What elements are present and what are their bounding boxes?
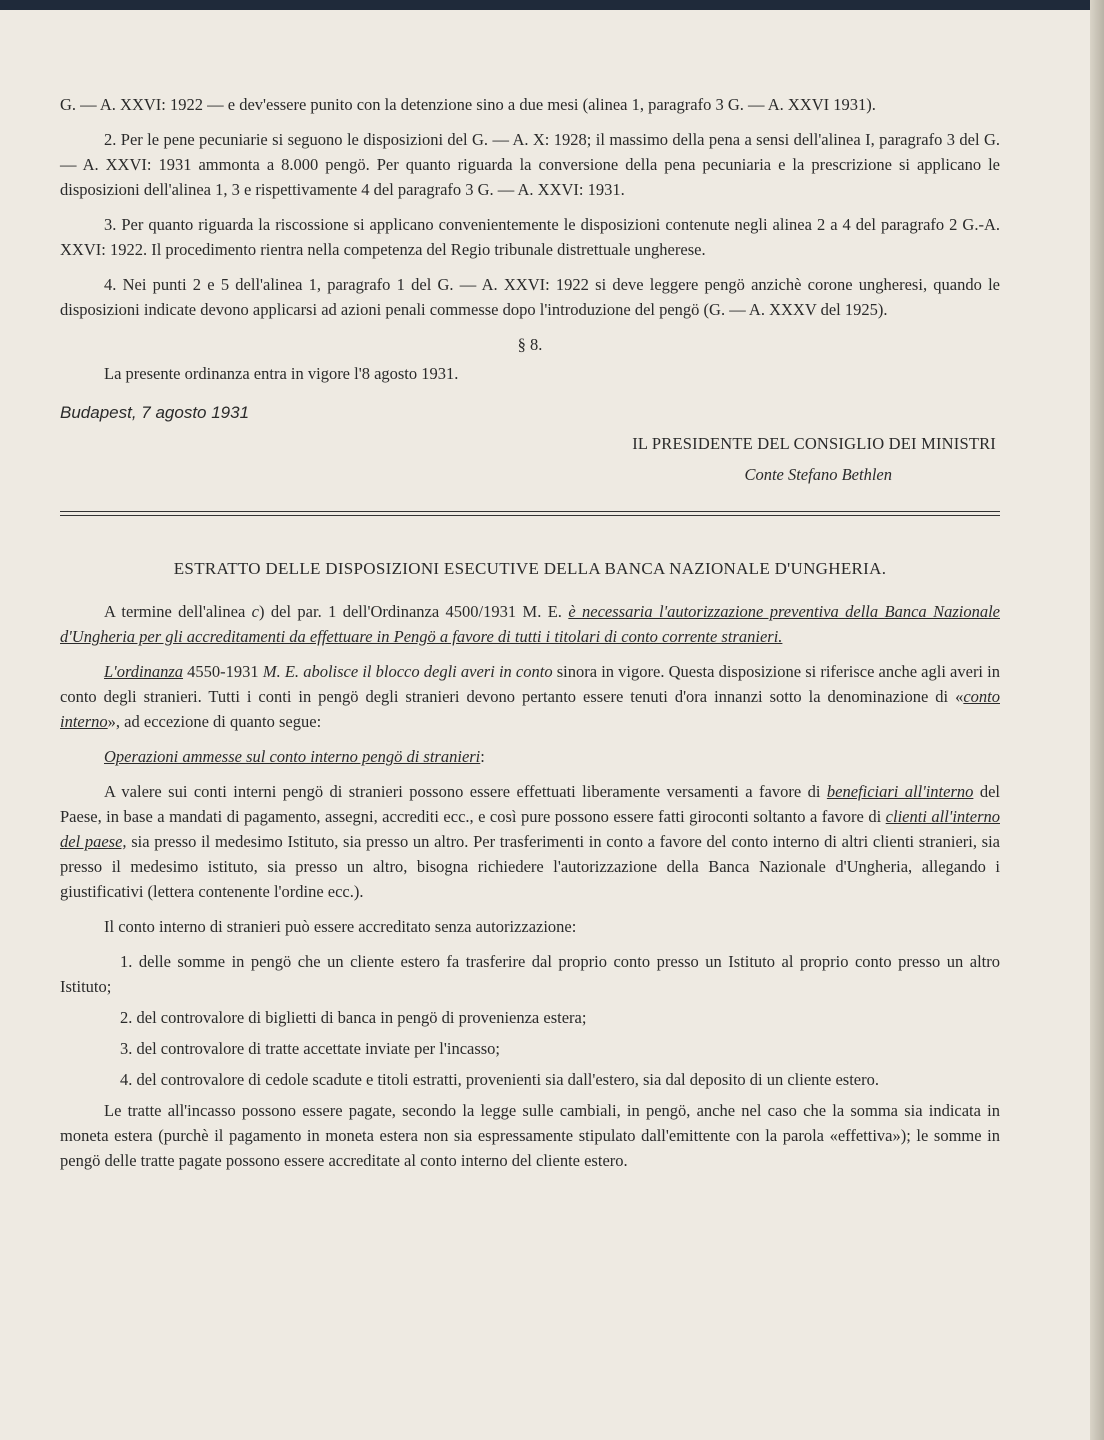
text-run: 4550-1931	[183, 662, 263, 681]
underlined-text: è necessaria l'autorizzazione preventiva della Banca Nazionale d'Ungheria per gli accreditamenti da effettuare in Pengö a favore di tutti i titolari di conto corrente stranieri.	[60, 602, 1000, 646]
underlined-text: beneficiari all'interno	[826, 782, 974, 801]
text-run: sia presso il medesimo Istituto, sia presso un altro. Per trasferimenti in conto a favore del conto interno di altri clienti stranieri, sia presso il medesimo istituto, sia presso un altro, bisogna richiedere l'autorizzazione della Banca Nazionale d'Ungheria, allegando i giustificativi (lettera contenente l'ordine ecc.).	[60, 832, 1000, 901]
scan-top-border	[0, 0, 1104, 10]
document-page	[60, 92, 1000, 1183]
text-run: del Paese, in base a mandati di pagamento, assegni, accrediti ecc., e così pure possono essere fatti giroconti soltanto a favore di	[60, 782, 1000, 826]
underlined-text: L'ordinanza	[104, 662, 184, 681]
paragraph-continuation: G. — A. XXVI: 1922 — e dev'essere punito con la detenzione sino a due mesi (alinea 1, paragrafo 3 G. — A. XXVI 1931).	[60, 95, 876, 114]
estratto-paragraph-3	[60, 779, 1000, 904]
operations-heading: Operazioni ammesse sul conto interno pengö di stranieri:	[104, 747, 485, 766]
signer-name: Conte Stefano Bethlen	[744, 465, 892, 484]
estratto-paragraph-1	[60, 599, 1000, 649]
signer-title: IL PRESIDENTE DEL CONSIGLIO DEI MINISTRI	[632, 434, 996, 453]
list-item: 3. del controvalore di tratte accettate inviate per l'incasso;	[120, 1039, 501, 1058]
underlined-text: clienti all'interno del paese,	[60, 807, 1000, 851]
list-item: 4. del controvalore di cedole scadute e titoli estratti, provenienti sia dall'estero, sia dal deposito di un cliente estero.	[120, 1070, 879, 1089]
divider-thin	[60, 515, 1000, 516]
text-run: A valere sui conti interni pengö di stranieri possono essere effettuati liberamente versamenti a favore di	[104, 782, 827, 801]
text-run-italic: M. E. abolisce il blocco degli averi in conto	[262, 662, 553, 681]
list-item: 1. delle somme in pengö che un cliente estero fa trasferire dal proprio conto presso un Istituto al proprio conto presso un altro Istituto;	[60, 952, 1000, 996]
divider-thick	[60, 511, 1000, 512]
text-run: sinora in vigore. Questa disposizione si riferisce anche agli averi in conto degli stranieri. Tutti i conti in pengö degli stranieri devono pertanto essere tenuti d'ora innanzi sotto la denominazione di «	[60, 662, 1000, 706]
text-run: ) del par. 1 dell'Ordinanza 4500/1931 M. E.	[259, 602, 569, 621]
text-run: », ad eccezione di quanto segue:	[107, 712, 322, 731]
paragraph-4: 4. Nei punti 2 e 5 dell'alinea 1, paragrafo 1 del G. — A. XXVI: 1922 si deve leggere pengö anzichè corone ungheresi, quando le disposizioni indicate devono applicarsi ad azioni penali commesse dopo l'introduzione del pengö (G. — A. XXXV del 1925).	[60, 275, 1000, 319]
paragraph-vigore: La presente ordinanza entra in vigore l'8 agosto 1931.	[104, 364, 459, 383]
estratto-paragraph-4: Il conto interno di stranieri può essere accreditato senza autorizzazione:	[104, 917, 577, 936]
underlined-text: Operazioni ammesse sul conto interno pengö di stranieri	[104, 747, 481, 766]
paragraph-2: 2. Per le pene pecuniarie si seguono le disposizioni del G. — A. X: 1928; il massimo della pena a sensi dell'alinea I, paragrafo 3 del G. — A. XXVI: 1931 ammonta a 8.000 pengö. Per quanto riguarda la conversione della pena pecuniaria e la prescrizione si applicano le disposizioni dell'alinea 1, 3 e rispettivamente 4 del paragrafo 3 G. — A. XXVI: 1931.	[60, 130, 1000, 199]
estratto-heading: ESTRATTO DELLE DISPOSIZIONI ESECUTIVE DELLA BANCA NAZIONALE D'UNGHERIA.	[173, 559, 887, 578]
section-number: § 8.	[517, 335, 543, 354]
underlined-text: conto interno	[60, 687, 1000, 731]
place-date: Budapest, 7 agosto 1931	[60, 403, 250, 422]
text-run-italic: c	[251, 602, 259, 621]
list-item: 2. del controvalore di biglietti di banca in pengö di provenienza estera;	[120, 1008, 587, 1027]
estratto-paragraph-5: Le tratte all'incasso possono essere pagate, secondo la legge sulle cambiali, in pengö, anche nel caso che la somma sia indicata in moneta estera (purchè il pagamento in moneta estera non sia espressamente stipulato dall'emittente con la parola «effettiva»); le somme in pengö delle tratte pagate possono essere accreditate al conto interno del cliente estero.	[60, 1101, 1000, 1170]
text-run: A termine dell'alinea	[104, 602, 252, 621]
scan-right-edge	[1090, 0, 1104, 1440]
estratto-paragraph-2	[60, 659, 1000, 734]
paragraph-3: 3. Per quanto riguarda la riscossione si applicano convenientemente le disposizioni contenute negli alinea 2 a 4 del paragrafo 2 G.-A. XXVI: 1922. Il procedimento rientra nella competenza del Regio tribunale distrettuale ungherese.	[60, 215, 1000, 259]
